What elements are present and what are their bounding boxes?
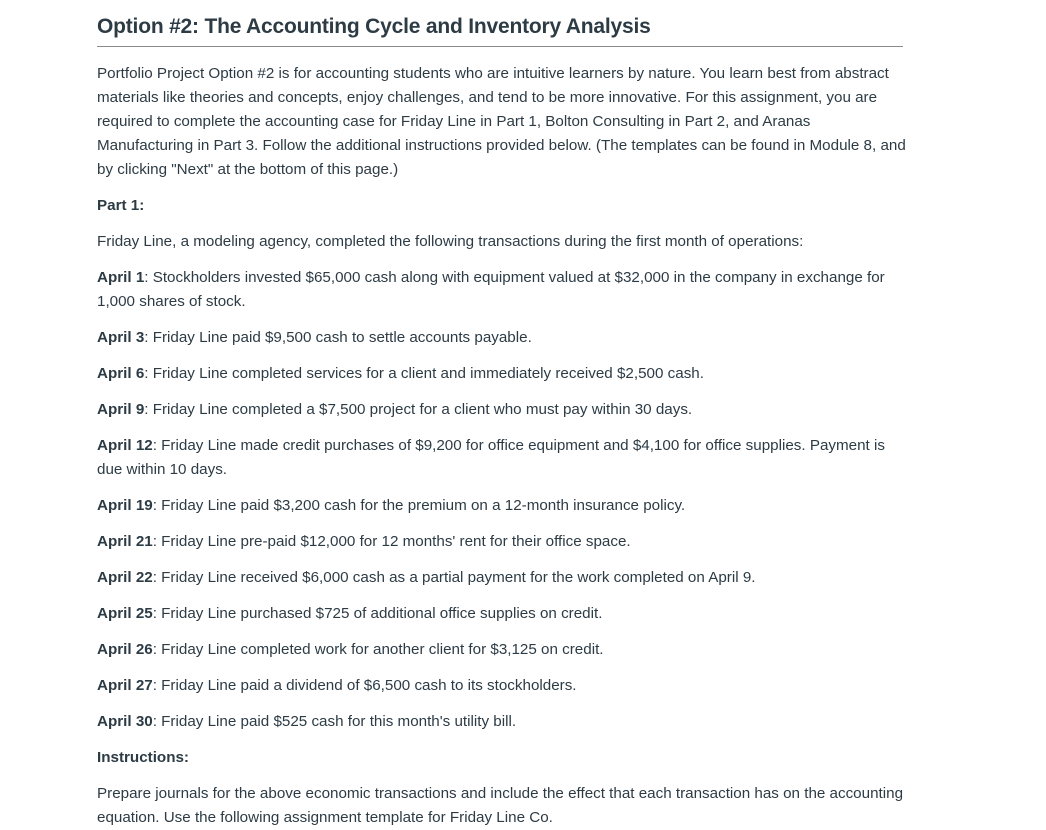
- transaction-entry: [97, 494, 907, 518]
- transaction-date: April 25: [97, 605, 153, 622]
- transaction-entry: [97, 398, 907, 422]
- transaction-entry: [97, 638, 907, 662]
- part1-lead-paragraph: Friday Line, a modeling agency, completed the following transactions during the first month of operations:: [97, 233, 804, 250]
- transaction-entry: [97, 674, 907, 698]
- transaction-entry: [97, 266, 907, 314]
- transaction-date: April 12: [97, 437, 153, 454]
- transaction-entry: [97, 566, 907, 590]
- transaction-text: : Friday Line paid a dividend of $6,500 cash to its stockholders.: [152, 677, 577, 694]
- transaction-text: : Friday Line received $6,000 cash as a partial payment for the work completed on April 9.: [152, 569, 756, 586]
- transaction-list: [97, 266, 907, 734]
- transaction-entry: [97, 434, 907, 482]
- transaction-entry: [97, 362, 907, 386]
- transaction-text: : Friday Line paid $525 cash for this month's utility bill.: [152, 713, 517, 730]
- transaction-text: : Friday Line paid $9,500 cash to settle accounts payable.: [144, 329, 532, 346]
- part1-heading: Part 1:: [97, 197, 145, 214]
- transaction-date: April 19: [97, 497, 153, 514]
- transaction-text: : Stockholders invested $65,000 cash along with equipment valued at $32,000 in the company in exchange for 1,000 shares of stock.: [97, 269, 885, 310]
- transaction-date: April 3: [97, 329, 145, 346]
- transaction-entry: [97, 530, 907, 554]
- transaction-text: : Friday Line purchased $725 of additional office supplies on credit.: [152, 605, 603, 622]
- transaction-text: : Friday Line paid $3,200 cash for the premium on a 12-month insurance policy.: [152, 497, 686, 514]
- instructions-paragraph: Prepare journals for the above economic transactions and include the effect that each transaction has on the accounting equation. Use the following assignment template for Friday Line Co.: [97, 785, 904, 826]
- transaction-date: April 9: [97, 401, 145, 418]
- transaction-date: April 21: [97, 533, 153, 550]
- transaction-date: April 27: [97, 677, 153, 694]
- transaction-text: : Friday Line completed a $7,500 project for a client who must pay within 30 days.: [144, 401, 693, 418]
- transaction-text: : Friday Line pre-paid $12,000 for 12 months' rent for their office space.: [152, 533, 631, 550]
- transaction-entry: [97, 710, 907, 734]
- transaction-text: : Friday Line completed services for a client and immediately received $2,500 cash.: [144, 365, 704, 382]
- intro-paragraph: Portfolio Project Option #2 is for accounting students who are intuitive learners by nature. You learn best from abstract materials like theories and concepts, enjoy challenges, and tend to be more innovative. For this assignment, you are required to complete the accounting case for Friday Line in Part 1, Bolton Consulting in Part 2, and Aranas Manufacturing in Part 3. Follow the additional instructions provided below. (The templates can be found in Module 8, and by clicking "Next" at the bottom of this page.): [97, 65, 906, 178]
- page-title: Option #2: The Accounting Cycle and Inventory Analysis: [97, 15, 651, 38]
- transaction-text: : Friday Line made credit purchases of $9,200 for office equipment and $4,100 for office supplies. Payment is due within 10 days.: [97, 437, 885, 478]
- assignment-content: [97, 12, 907, 830]
- transaction-date: April 22: [97, 569, 153, 586]
- transaction-date: April 26: [97, 641, 153, 658]
- transaction-date: April 6: [97, 365, 145, 382]
- transaction-date: April 1: [97, 269, 145, 286]
- transaction-date: April 30: [97, 713, 153, 730]
- title-divider: [97, 46, 903, 47]
- transaction-entry: [97, 326, 907, 350]
- transaction-text: : Friday Line completed work for another client for $3,125 on credit.: [152, 641, 604, 658]
- instructions-heading: Instructions:: [97, 749, 189, 766]
- transaction-entry: [97, 602, 907, 626]
